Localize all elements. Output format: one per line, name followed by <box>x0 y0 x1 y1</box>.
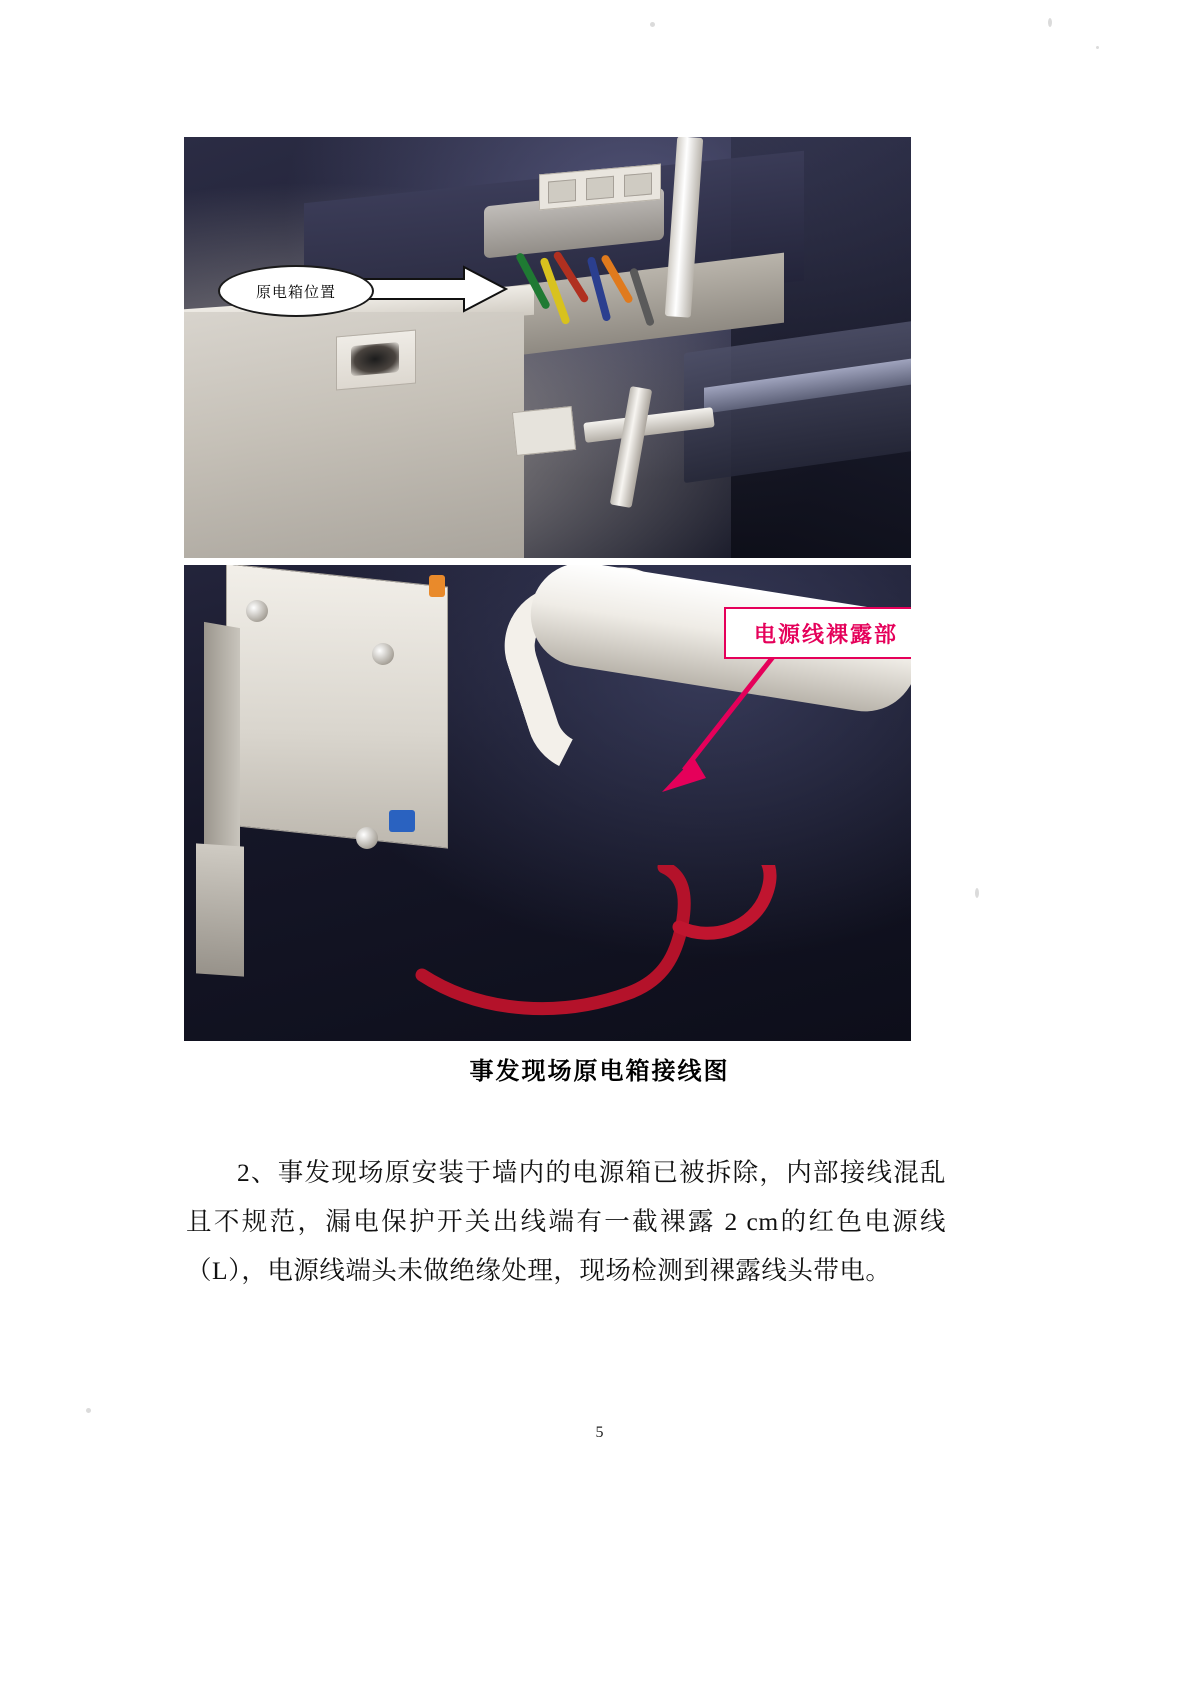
socket-outlet <box>624 172 652 196</box>
callout-label-text: 原电箱位置 <box>255 282 336 301</box>
body-paragraph: 2、事发现场原安装于墙内的电源箱已被拆除，内部接线混乱且不规范，漏电保护开关出线端有一截裸露 2 cm的红色电源线（L），电源线端头未做绝缘处理，现场检测到裸露线头带电。 <box>186 1158 946 1285</box>
socket-outlet <box>548 179 576 203</box>
white-junction-box <box>512 406 576 456</box>
orange-marker <box>429 575 445 597</box>
grey-conduit <box>196 843 244 976</box>
figure-caption: 事发现场原电箱接线图 <box>469 1057 730 1085</box>
scan-speckle <box>1096 46 1099 49</box>
pink-arrow-icon <box>654 640 789 800</box>
callout-original-panel-location <box>218 265 374 317</box>
scan-speckle <box>650 22 655 27</box>
scan-speckle <box>1048 18 1052 27</box>
white-right-arrow-icon <box>360 265 510 313</box>
lower-pipe <box>610 386 653 508</box>
burned-wall-outlet <box>336 330 416 391</box>
figure-original-panel-location <box>184 137 911 558</box>
scan-speckle <box>86 1408 91 1413</box>
screw-icon <box>246 600 268 622</box>
exposed-wire-bundle <box>494 267 664 357</box>
figure-exposed-power-wire <box>184 565 911 1041</box>
blue-connector <box>389 810 415 832</box>
screw-icon <box>356 827 378 849</box>
callout-exposed-power-wire <box>724 607 911 659</box>
scan-speckle <box>975 888 979 898</box>
electrical-box-side <box>204 622 240 878</box>
screw-icon <box>372 643 394 665</box>
red-power-wire <box>414 865 864 1041</box>
callout-label-text: 电源线裸露部 <box>753 622 898 648</box>
socket-outlet <box>586 176 614 200</box>
burn-mark <box>351 342 399 376</box>
page-number: 5 <box>595 1424 604 1441</box>
